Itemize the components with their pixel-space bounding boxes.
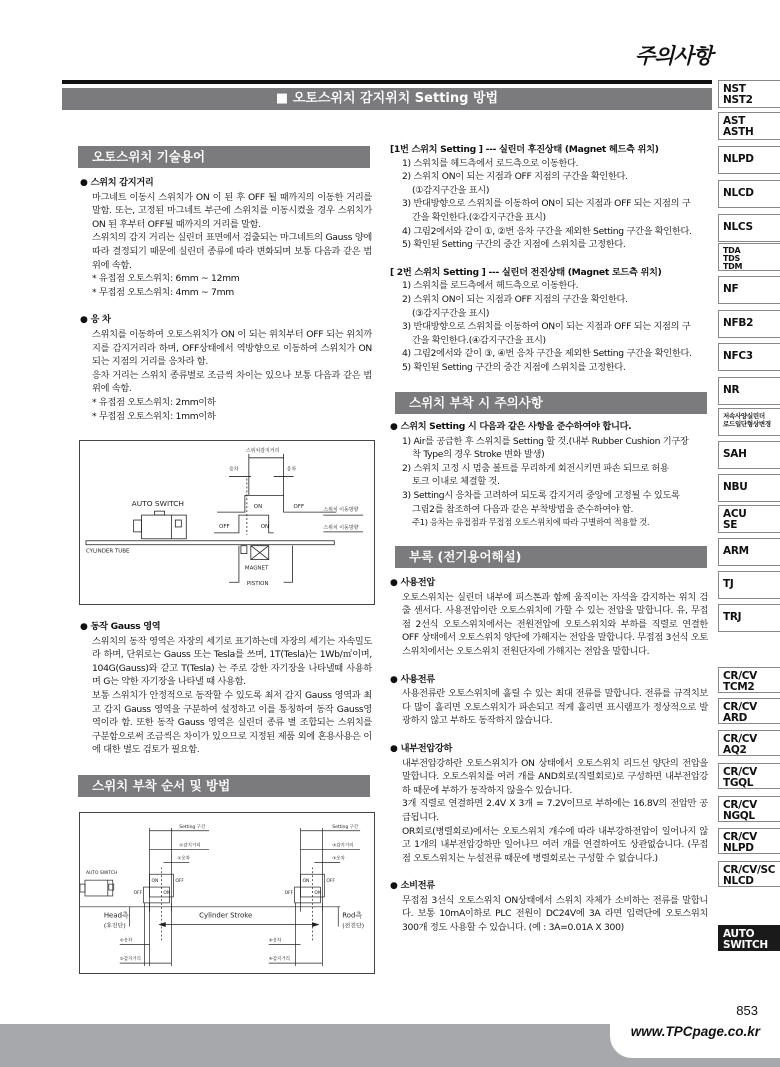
svg-text:OFF: OFF xyxy=(326,879,335,885)
side-tab-nr[interactable] xyxy=(718,377,780,405)
side-tab-label: NLCS xyxy=(723,221,753,233)
svg-text:②응차: ②응차 xyxy=(119,938,133,944)
spec-line: * 유접점 오토스위치: 2mm이하 xyxy=(92,396,216,408)
side-tab-label: NFC3 xyxy=(723,350,753,362)
svg-text:ON: ON xyxy=(163,890,171,896)
side-tab-nfc3[interactable] xyxy=(718,343,780,371)
side-tab-nbu[interactable] xyxy=(718,474,780,502)
side-tab-label: CR/CV xyxy=(723,670,757,682)
side-tab-label: TDS xyxy=(723,254,740,263)
term-title-hysteresis: ● 응 차 xyxy=(80,313,372,328)
term-text: 스위치를 이동하여 오토스위치가 ON 이 되는 위치부터 OFF 되는 위치까지를 감지거리라 하며, OFF상태에서 역방향으로 이동하여 스위치가 ON되는 지점의 거리를 응차라 함. xyxy=(92,328,372,368)
terms-block xyxy=(80,176,372,423)
svg-text:Setting 구간: Setting 구간 xyxy=(332,824,359,830)
side-tab-cr-cv-ngql[interactable] xyxy=(718,796,780,822)
svg-text:①응차: ①응차 xyxy=(177,856,190,862)
side-tab-label: 로드일단형상변경 xyxy=(723,420,771,428)
side-tab-acu-se[interactable] xyxy=(718,505,780,533)
side-tab-label: SAH xyxy=(723,448,747,460)
side-tab-sah[interactable] xyxy=(718,441,780,469)
side-tab-label: TDM xyxy=(723,262,743,271)
side-tab-label: CR/CV xyxy=(723,799,757,811)
side-tab-label: CR/CV xyxy=(723,766,757,778)
side-tab-label: NBU xyxy=(723,481,748,493)
side-tab-label: NLCD xyxy=(723,187,754,199)
website-link[interactable]: www.TPCpage.co.kr xyxy=(630,1024,760,1039)
top-rule xyxy=(62,80,712,84)
side-tab-label: NST2 xyxy=(723,93,753,106)
side-tab-label: CR/CV xyxy=(723,733,757,745)
page-heading: 주의사항 xyxy=(634,44,712,68)
label-head-side: Head측 xyxy=(103,911,129,920)
side-tab-cr-cv-tgql[interactable] xyxy=(718,763,780,789)
term-text: 응차 거리는 스위치 종류별로 조금씩 차이는 있으나 보통 다음과 같은 범위에 속함. xyxy=(92,369,372,395)
section-title-terms: 오토스위치 기술용어 xyxy=(78,146,370,168)
term-title-consumption: ● 소비전류 xyxy=(390,879,708,894)
side-tab-label: SWITCH xyxy=(723,938,768,951)
label-cylinder-tube: CYLINDER TUBE xyxy=(85,548,130,555)
main-title-banner: ■ 오토스위치 감지위치 Setting 방법 xyxy=(62,88,712,110)
svg-text:③감지거리: ③감지거리 xyxy=(332,843,354,849)
label-cylinder-stroke: Cylinder Stroke xyxy=(199,911,253,920)
setting2-title: [ 2번 스위치 Setting ] --- 실린더 전진상태 (Magnet 로드측 위치) xyxy=(390,266,662,278)
svg-text:④감지거리: ④감지거리 xyxy=(268,957,290,963)
caution-lead: ● 스위치 Setting 시 다음과 같은 사항을 준수하여야 합니다. xyxy=(390,420,708,435)
side-tab-trj[interactable] xyxy=(718,604,780,632)
spec-line: * 무접점 오토스위치: 1mm이하 xyxy=(92,410,216,422)
side-tab-label: CR/CV xyxy=(723,831,757,843)
svg-text:Setting 구간: Setting 구간 xyxy=(179,824,206,830)
term-title-current: ● 사용전류 xyxy=(390,673,708,688)
section-title-caution: 스위치 부착 시 주의사항 xyxy=(395,392,707,414)
gauss-text: 보통 스위치가 안정적으로 동작할 수 있도록 최저 감지 Gauss 영역과 최고 감지 Gauss 영역을 구분하여 설정하고 이를 통칭하여 동작 Gauss영역이라 함. 또한 동작 Gauss 영역은 실린더 종류 별 조합되는 스위치를 구분함으로써 조금씩은 차이가 있으므로 지정된 제품 외에 혼용사용은 이에 대한 별도 검토가 필요함. xyxy=(92,689,372,756)
diagram-setting-zones xyxy=(79,812,375,974)
side-tab-label: SE xyxy=(723,518,738,531)
svg-text:(후진단): (후진단) xyxy=(103,922,126,930)
svg-text:스위치 이동방향: 스위치 이동방향 xyxy=(323,524,359,531)
term-title-voltage-drop: ● 내부전압강하 xyxy=(390,742,708,757)
page-number: 853 xyxy=(736,1003,758,1018)
spec-line: * 무접점 오토스위치: 4mm ~ 7mm xyxy=(92,286,234,298)
svg-text:OFF: OFF xyxy=(219,523,230,530)
svg-text:응차: 응차 xyxy=(286,466,297,473)
gauss-block xyxy=(80,620,372,757)
spec-line: * 유접점 오토스위치: 6mm ~ 12mm xyxy=(92,273,240,285)
label-sensing-distance: 스위치감지거리 xyxy=(245,447,280,454)
side-tab-label: NFB2 xyxy=(723,317,754,329)
svg-text:②감지거리: ②감지거리 xyxy=(119,957,141,963)
appendix-block: ● 사용전압 오토스위치는 실린더 내부에 피스톤과 함께 움직이는 자석을 감지하는 위치 검출 센서다. 사용전압이란 오토스위치에 가할 수 있는 전압을 말합니다. 유, 무접점 2선식 오토스위치에서는 전원전압에 오토스위치와 부하를 직렬로 연결한 OFF 상태에서 오토스위치 양단에 가해지는 전압을 말합니다. 무접점 3선식 오토스위치에서는 오토스위치 전원단자에 가해지는 전압을 말합니다. ● 사용전류 사용전류란 오토스위치에 흘릴 수 있는 최대 전류를 말합니다. 전류를 규격치보다 많이 흘리면 오토스위치가 파손되고 적게 흘리면 표시램프가 정상적으로 발광하지 않고 부하도 동작하지 않습니다. ● 내부전압강하 내부전압강하란 오토스위치가 ON 상태에서 오토스위치 리드선 양단의 전압을 말합니다. 오토스위치를 여러 개를 AND회로(직렬회로)로 구성하면 내부전압강하 때문에 부하가 동작하지 않을수 있습니다. 3개 직렬로 연결하면 2.4V X 3개 = 7.2V이므로 부하에는 16.8V의 전압만 공급됩니다. OR회로(병렬회로)에서는 오토스위치 개수에 따라 내부강하전압이 일어나지 않고 1개의 내부전압강하만 일어나므 여러 개를 연결하여도 상관없습니다. (무접점 오토스위치는 누설전류 때문에 병렬회로는 구성할 수 없습니다.) ● 소비전류 무접점 3선식 오토스위치 ON상태에서 스위치 자체가 소비하는 전류를 말합니다. 보통 10mA이하로 PLC 전원이 DC24V에 3A 라면 입력단에 오토스위치 300개 정도 사용할 수 있습니다. (예 : 3A=0.01A X 300) xyxy=(390,576,708,935)
side-tab-label: NST xyxy=(723,83,746,95)
side-tab-label: AST xyxy=(723,115,745,127)
svg-text:ON: ON xyxy=(151,879,159,885)
side-tab-nlpd[interactable] xyxy=(718,146,780,174)
setting1-title: [1번 스위치 Setting ] --- 실린더 후진상태 (Magnet 헤드측 위치) xyxy=(390,144,659,155)
side-tab-label: TGQL xyxy=(723,776,754,789)
svg-text:ON: ON xyxy=(253,504,263,511)
svg-text:③응차: ③응차 xyxy=(332,856,345,862)
term-title-sensing-distance: ● 스위치 감지거리 xyxy=(80,176,372,191)
gauss-text: 스위치의 동작 영역은 자장의 세기로 표기하는데 자장의 세기는 자속밀도라 하며, 단위로는 Gauss 또는 Tesla를 쓰며, 1T(Tesla)는 1Wb/㎡이며, 104G(Gauss)와 같고 T(Tesla) 는 주로 강한 자기장을 나타낼때 사용하며 G는 약한 자기장을 나타낼 때 사용함. xyxy=(92,635,372,688)
side-tab-label: NLPD xyxy=(723,153,754,165)
svg-text:ON: ON xyxy=(314,890,322,896)
svg-text:응차: 응차 xyxy=(228,466,239,473)
side-tab-cr-cv-aq2[interactable] xyxy=(718,730,780,756)
side-tab-cr-cv-tcm2[interactable] xyxy=(718,667,780,693)
term-text: 스위치의 감지 거리는 실린더 표면에서 검출되는 마그네트의 Gauss 양에 따라 결정되기 때문에 실린더 종류에 따라 변화되며 보통 다음과 같은 범위에 속함. xyxy=(92,232,372,271)
side-tab-nst-nst2[interactable] xyxy=(718,80,780,108)
label-auto-switch: AUTO SWITCH xyxy=(131,499,185,509)
side-tab-nfb2[interactable] xyxy=(718,310,780,338)
label-piston: PISTION xyxy=(246,581,269,588)
label-rod-side: Rod측 xyxy=(342,911,363,920)
side-tab-label: ASTH xyxy=(723,125,754,138)
side-tab-label: AUTO xyxy=(723,928,755,940)
side-tab-label: 저속사양실린더 xyxy=(723,412,765,420)
side-tab-label: TJ xyxy=(723,578,734,590)
caution-block: ● 스위치 Setting 시 다음과 같은 사항을 준수하여야 합니다. 1) Air를 공급한 후 스위치를 Setting 할 것.(내부 Rubber Cushion 기구장 착 Type의 경우 Stroke 변화 발생) 2) 스위치 고정 시 멈춤 볼트를 무리하게 회전시키면 파손 되므로 허용 토크 이내로 체결할 것. 3) Setting시 응차를 고려하여 되도록 감지거리 중앙에 고정될 수 있도록 그림2를 참조하여 다음과 같은 부착방법을 준수하여야 함. 주1) 응차는 유접점과 무접점 오토스위치에 따라 구별하여 적용할 것. xyxy=(390,420,708,530)
svg-text:OFF: OFF xyxy=(293,504,305,511)
side-tab-cr-cv-nlpd[interactable] xyxy=(718,828,780,854)
side-tab-tda-tds-tdm[interactable] xyxy=(718,243,780,271)
side-tab-label: TCM2 xyxy=(723,680,755,693)
side-tab-arm[interactable] xyxy=(718,538,780,566)
section-title-appendix: 부록 (전기용어해설) xyxy=(395,546,707,568)
side-tab-ast-asth[interactable] xyxy=(718,112,780,140)
gauss-title: ● 동작 Gauss 영역 xyxy=(80,620,372,635)
side-tab-label: TDA xyxy=(723,246,741,255)
side-tab-label: ARD xyxy=(723,711,748,724)
svg-text:ON: ON xyxy=(260,523,270,530)
side-tab-tj[interactable] xyxy=(718,571,780,599)
side-tab-label: TRJ xyxy=(723,611,742,623)
caution-note: 주1) 응차는 유접점과 무접점 오토스위치에 따라 구별하여 적용할 것. xyxy=(412,517,650,528)
svg-text:①감지거리: ①감지거리 xyxy=(179,843,201,849)
side-tab-label: NLPD xyxy=(723,841,754,854)
svg-text:OFF: OFF xyxy=(133,890,143,896)
svg-text:ON: ON xyxy=(302,879,310,885)
side-tab-label: ARM xyxy=(723,545,749,557)
side-tab-label: NLCD xyxy=(723,874,754,887)
side-tab-label: AQ2 xyxy=(723,743,747,756)
side-tab-nlcd[interactable] xyxy=(718,180,780,208)
diagram-switch-sensing xyxy=(79,440,375,605)
side-tab-label: CR/CV xyxy=(723,701,757,713)
side-tab-nf[interactable] xyxy=(718,276,780,304)
side-tab-label: NGQL xyxy=(723,809,755,822)
svg-text:OFF: OFF xyxy=(175,879,184,885)
side-tab-label: NR xyxy=(723,384,740,396)
side-tab-cr-cv-sc-nlcd[interactable] xyxy=(718,861,780,887)
side-tab-auto-switch[interactable] xyxy=(718,925,780,951)
side-tab-nlcs[interactable] xyxy=(718,214,780,242)
setting-procedure: [1번 스위치 Setting ] --- 실린더 후진상태 (Magnet 헤드측 위치) 1) 스위치를 헤드측에서 로드측으로 이동한다. 2) 스위치 ON이 되는 지점과 OFF 지점의 구간을 확인한다. (①감지구간을 표시) 3) 반대방향으로 스위치를 이동하여 ON이 되는 지점과 OFF 되는 지점의 구 간을 확인한다.(②감지구간을 표시) 4) 그림2에서와 같이 ①, ②번 응차 구간을 제외한 Setting 구간을 확인한다. 5) 확인된 Setting 구간의 중간 지점에 스위치를 고정한다. [ 2번 스위치 Setting ] --- 실린더 전진상태 (Magnet 로드측 위치) 1) 스위치를 로드측에서 헤드측으로 이동한다. 2) 스위치 ON이 되는 지점과 OFF 지점의 구간을 확인한다. (③감지구간을 표시) 3) 반대방향으로 스위치를 이동하여 ON이 되는 지점과 OFF 되는 지점의 구 간을 확인한다.(④감지구간을 표시) 4) 그림2에서와 같이 ③, ④번 응차 구간을 제외한 Setting 구간을 확인한다. 5) 확인된 Setting 구간의 중간 지점에 스위치를 고정한다. xyxy=(390,143,708,375)
svg-text:AUTO SWITCH: AUTO SWITCH xyxy=(85,871,118,877)
term-title-voltage: ● 사용전압 xyxy=(390,576,708,591)
svg-text:(전진단): (전진단) xyxy=(342,922,365,930)
svg-text:④응차: ④응차 xyxy=(268,938,282,944)
section-title-mounting: 스위치 부착 순서 및 방법 xyxy=(78,775,370,797)
side-tab-label: ACU xyxy=(723,508,747,520)
svg-text:OFF: OFF xyxy=(284,890,294,896)
side-tab-label: NF xyxy=(723,283,739,295)
label-magnet: MAGNET xyxy=(244,565,269,572)
side-tab-label: CR/CV/SC xyxy=(723,864,776,876)
term-text: 마그네트 이동시 스위치가 ON 이 된 후 OFF 될 때까지의 이동한 거리를 말함. 또는, 고정된 마그네트 부근에 스위치를 이동시켰을 경우 스위치가 ON 된 후부터 OFF될 때까지의 거리를 말함. xyxy=(92,191,372,230)
svg-text:스위치 이동방향: 스위치 이동방향 xyxy=(323,507,359,514)
side-tab-cr-cv-ard[interactable] xyxy=(718,698,780,724)
side-tab-저속사양실린더-로드일단형상변경[interactable] xyxy=(718,408,780,436)
